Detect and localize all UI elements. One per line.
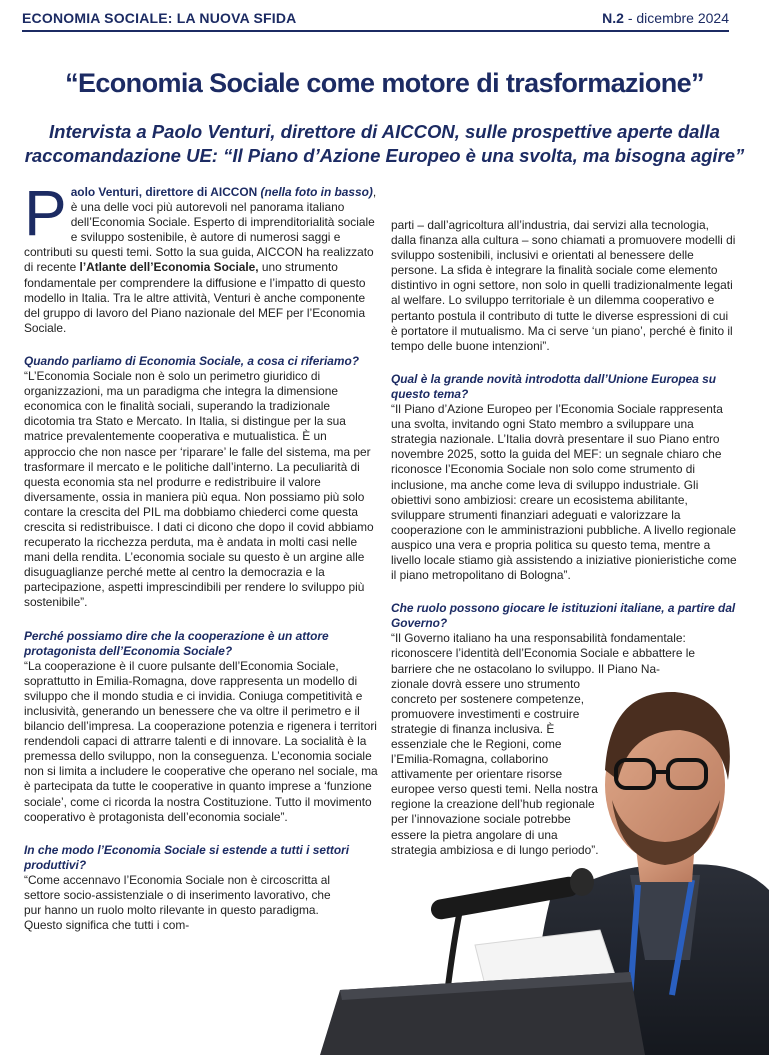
speaker-photo <box>300 660 769 1055</box>
issue-info <box>602 10 729 26</box>
question-2: Perché possiamo dire che la cooperazione è un attore protagonista dell’Economia Sociale? <box>24 628 329 658</box>
dropcap: P <box>24 177 67 249</box>
issue-date: - dicembre 2024 <box>627 10 729 26</box>
answer-1: “L’Economia Sociale non è solo un perimetro giuridico di organizzazioni, ma un paradigma che integra la dimensione economica con le finalità sociali, superando la tradizionale dicotomia tra Stato e Mercato. In Italia, si distingue per la sua matrice prevalentemente cooperativa e mutualistica. È un approccio che non nasce per ‘riparare’ le falle del sistema, ma per trasformare il mercato e le politiche dall’interno. La peculiarità di questa economia sta nel produrre e redistribuire il valore diversamente, ossia in maniera più equa. Non possiamo più solo contare la crescita del PIL ma dobbiamo chiederci come questa crescita si redistribuisce. I dati ci dicono che dopo il covid abbiamo recuperato la ricchezza perduta, ma è andata in molti casi nelle mani della rendita. L’economia sociale su questo è un argine alle disuguaglianze perché mette al centro la democrazia e la partecipazione, aspetti imprescindibili per rendere lo sviluppo più sostenibile”. <box>24 369 374 610</box>
microphone-head <box>570 868 594 896</box>
subtitle-line-2: raccomandazione UE: “Il Piano d’Azione Europeo è una svolta, ma bisogna agire” <box>24 145 745 166</box>
intro-name: aolo Venturi, direttore di AICCON <box>70 185 258 199</box>
answer-3: “Come accennavo l’Economia Sociale non è circoscritta al settore socio-assistenziale o di inserimento lavorativo, che pur hanno un ruolo molto rilevante in questo paradigma. Questo significa che tutti i com- <box>24 872 331 933</box>
intro-text-2: uno strumento fondamentale per comprendere la diffusione e l’impatto di questo modello in Italia. Tra le altre attività, Venturi è anche componente del gruppo di lavoro del Piano nazionale del MEF per l’Economia Sociale. <box>24 260 366 335</box>
article-subtitle <box>20 120 749 168</box>
answer-4: “Il Piano d’Azione Europeo per l’Economia Sociale rappresenta una svolta, invitando ogni Stato membro a sviluppare una strategia nazionale. L’Italia dovrà presentare il suo Piano entro novembre 2025, sotto la guida del MEF: un segnale chiaro che riconosce l’Economia Sociale non solo come strumento di inclusione, ma anche come leva di sviluppo industriale. Gli obiettivi sono ambiziosi: creare un ecosistema abilitante, sviluppare strumenti finanziari adeguati e valorizzare la cooperazione con le amministrazioni pubbliche. A livello regionale auspico una vera e propria politica su questo tema, mentre a livello locale stiamo già assistendo a iniziative pionieristiche come il piano metropolitano di Bologna”. <box>391 402 737 583</box>
issue-number: N.2 <box>602 10 624 26</box>
atlante-title: l’Atlante dell’Economia Sociale, <box>79 260 259 275</box>
subtitle-line-1: Intervista a Paolo Venturi, direttore di AICCON, sulle prospettive aperte dalla <box>49 121 720 142</box>
question-4: Qual è la grande novità introdotta dall’Unione Europea su questo tema? <box>391 371 717 401</box>
page-header <box>22 6 729 32</box>
question-1: Quando parliamo di Economia Sociale, a cosa ci riferiamo? <box>24 353 360 368</box>
answer-3-continued: parti – dall’agricoltura all’industria, dai servizi alla tecnologia, dalla finanza alla cultura – sono chiamati a promuovere modelli di sviluppo sostenibili, inclusivi e orientati al benessere delle persone. La sfida è integrare la finalità sociale come elemento distintivo in ogni settore, non solo in quelli tradizionalmente legati al welfare. Lo sviluppo territoriale è un dilemma cooperativo e pertanto postula il contributo di tutte le diverse espressioni di cui è portatore il mutualismo. Ma ci serve ‘un piano’, perché è finito il tempo delle buone intenzioni”. <box>391 218 736 353</box>
answer-2: “La cooperazione è il cuore pulsante dell’Economia Sociale, soprattutto in Emilia-Romagna, dove rappresenta un modello di sviluppo che il mondo studia e ci invidia. Coniuga competitività e inclusività, generando un benessere che va oltre il perimetro e il bilancio dell’impresa. La cooperazione potenzia e rigenera i territori rendendoli capaci di attrarre talenti e di innovare. La socialità è la premessa dello sviluppo, non la conseguenza. L’economia sociale non si limita a includere le cooperative che operano nel sociale, ma è partecipata da tutte le cooperative in quanto imprese a ‘funzione sociale’, come ci ricorda la nostra Costituzione. Tutto il movimento cooperativo è protagonista dell’economia sociale”. <box>24 658 378 824</box>
question-3: In che modo l’Economia Sociale si estende a tutti i settori produttivi? <box>24 842 350 872</box>
photo-caption-ref: (nella foto in basso) <box>260 185 373 199</box>
series-title: ECONOMIA SOCIALE: LA NUOVA SFIDA <box>22 10 297 26</box>
question-5: Che ruolo possono giocare le istituzioni italiane, a partire dal Governo? <box>391 601 736 631</box>
intro-text-1: , è una delle voci più autorevoli nel panorama italiano dell’Economia Sociale. Esperto di imprenditorialità sociale e sviluppo sostenibile, è autore di numerosi saggi e contributi su questi temi. Sotto la sua guida, AICCON ha realizzato di recente <box>24 185 377 275</box>
intro-paragraph <box>24 177 378 336</box>
answer-5: “Il Governo italiano ha una responsabilità fondamentale: riconoscere l’identità dell’Economia Sociale e abbattere le barriere che ne ostacolano lo sviluppo. Il Piano Na- <box>391 631 696 676</box>
answer-5-continued: zionale dovrà essere uno strumento concreto per sostenere competenze, promuovere investimenti e costruire strategie di finanza inclusiva. È essenziale che le Regioni, come l’Emilia-Romagna, collaborino attivamente per orientare risorse europee verso questi temi. Nella nostra regione la creazione dell’hub regionale per l’innovazione sociale potrebbe essere la pietra angolare di una strategia ambiziosa e di lungo periodo”. <box>391 676 599 857</box>
article-title: “Economia Sociale come motore di trasformazione” <box>65 68 704 98</box>
